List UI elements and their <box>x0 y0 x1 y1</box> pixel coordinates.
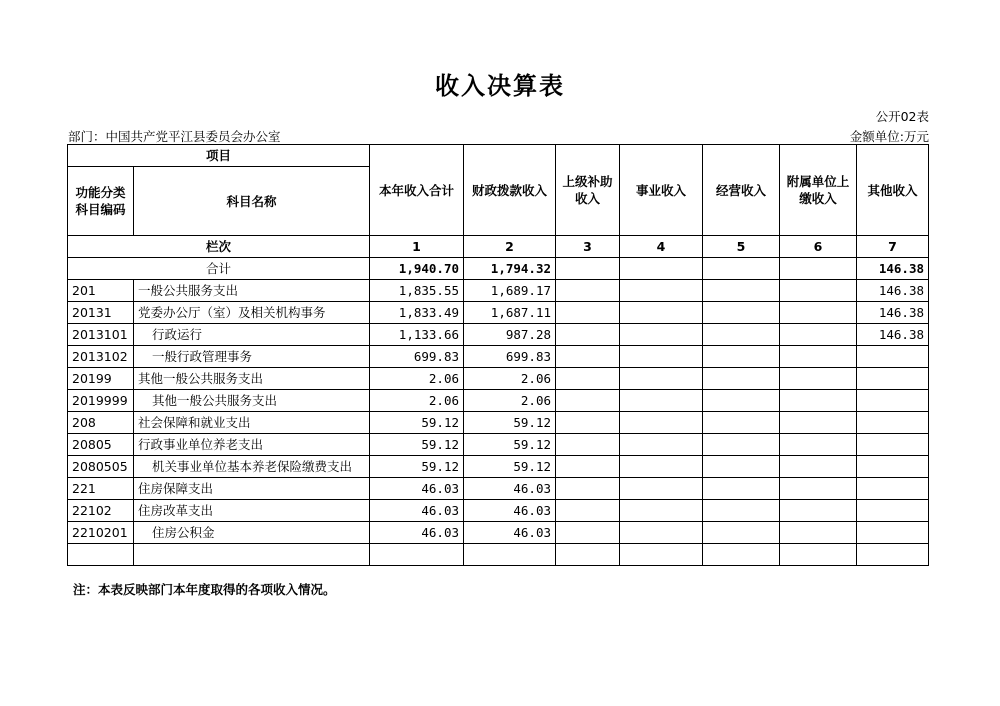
row-code: 2013102 <box>68 346 134 368</box>
table-row <box>68 412 929 434</box>
row-other <box>857 390 929 412</box>
header-code: 功能分类科目编码 <box>68 167 134 236</box>
row-total: 59.12 <box>370 456 464 478</box>
row-fiscal: 987.28 <box>464 324 556 346</box>
row-name: 社会保障和就业支出 <box>134 412 370 434</box>
total-sum: 1,940.70 <box>370 258 464 280</box>
row-total: 46.03 <box>370 478 464 500</box>
row-name: 其他一般公共服务支出 <box>134 368 370 390</box>
table-row <box>68 522 929 544</box>
header-total: 本年收入合计 <box>370 145 464 236</box>
row-other <box>857 368 929 390</box>
row-total: 2.06 <box>370 368 464 390</box>
row-code: 2210201 <box>68 522 134 544</box>
row-code: 20131 <box>68 302 134 324</box>
row-fiscal: 1,687.11 <box>464 302 556 324</box>
column-index: 2 <box>464 236 556 258</box>
header-name: 科目名称 <box>134 167 370 236</box>
row-name: 机关事业单位基本养老保险缴费支出 <box>134 456 370 478</box>
table-row <box>68 390 929 412</box>
column-index: 7 <box>857 236 929 258</box>
header-superior: 上级补助收入 <box>556 145 620 236</box>
table-row <box>68 478 929 500</box>
row-fiscal: 46.03 <box>464 522 556 544</box>
header-other: 其他收入 <box>857 145 929 236</box>
table-row <box>68 346 929 368</box>
row-code: 2019999 <box>68 390 134 412</box>
row-other <box>857 434 929 456</box>
row-code: 2080505 <box>68 456 134 478</box>
row-code: 20805 <box>68 434 134 456</box>
row-name: 住房公积金 <box>134 522 370 544</box>
table-note: 注：本表反映部门本年度取得的各项收入情况。 <box>73 582 336 597</box>
table-row <box>68 368 929 390</box>
table-row <box>68 302 929 324</box>
row-fiscal: 2.06 <box>464 368 556 390</box>
row-name: 行政运行 <box>134 324 370 346</box>
total-fiscal: 1,794.32 <box>464 258 556 280</box>
column-index: 1 <box>370 236 464 258</box>
table-row <box>68 280 929 302</box>
row-other <box>857 500 929 522</box>
total-other: 146.38 <box>857 258 929 280</box>
row-code: 2013101 <box>68 324 134 346</box>
row-fiscal: 59.12 <box>464 412 556 434</box>
row-code: 221 <box>68 478 134 500</box>
row-other: 146.38 <box>857 302 929 324</box>
row-other <box>857 456 929 478</box>
row-name: 住房保障支出 <box>134 478 370 500</box>
report-title: 收入决算表 <box>435 72 565 100</box>
row-fiscal: 2.06 <box>464 390 556 412</box>
row-fiscal: 1,689.17 <box>464 280 556 302</box>
row-total: 1,833.49 <box>370 302 464 324</box>
table-row <box>68 456 929 478</box>
row-total: 2.06 <box>370 390 464 412</box>
header-project: 项目 <box>68 145 370 167</box>
row-total: 46.03 <box>370 522 464 544</box>
row-total: 59.12 <box>370 412 464 434</box>
row-name: 行政事业单位养老支出 <box>134 434 370 456</box>
total-row <box>68 258 929 280</box>
row-total: 699.83 <box>370 346 464 368</box>
row-other <box>857 478 929 500</box>
empty-row <box>68 544 929 566</box>
column-index: 3 <box>556 236 620 258</box>
row-name: 一般公共服务支出 <box>134 280 370 302</box>
department-label: 部门：中国共产党平江县委员会办公室 <box>68 129 281 144</box>
row-code: 201 <box>68 280 134 302</box>
row-other <box>857 412 929 434</box>
income-table <box>67 144 929 566</box>
row-other: 146.38 <box>857 280 929 302</box>
row-total: 1,835.55 <box>370 280 464 302</box>
row-total: 1,133.66 <box>370 324 464 346</box>
row-code: 20199 <box>68 368 134 390</box>
row-fiscal: 46.03 <box>464 500 556 522</box>
header-operating: 经营收入 <box>703 145 780 236</box>
table-row <box>68 324 929 346</box>
column-index: 5 <box>703 236 780 258</box>
row-fiscal: 59.12 <box>464 456 556 478</box>
row-total: 46.03 <box>370 500 464 522</box>
row-name: 党委办公厅（室）及相关机构事务 <box>134 302 370 324</box>
row-code: 208 <box>68 412 134 434</box>
row-name: 住房改革支出 <box>134 500 370 522</box>
header-fiscal: 财政拨款收入 <box>464 145 556 236</box>
column-index: 6 <box>780 236 857 258</box>
row-name: 其他一般公共服务支出 <box>134 390 370 412</box>
column-index: 4 <box>620 236 703 258</box>
row-fiscal: 46.03 <box>464 478 556 500</box>
header-business: 事业收入 <box>620 145 703 236</box>
total-label: 合计 <box>68 258 370 280</box>
row-total: 59.12 <box>370 434 464 456</box>
row-other: 146.38 <box>857 324 929 346</box>
row-name: 一般行政管理事务 <box>134 346 370 368</box>
header-affiliated: 附属单位上缴收入 <box>780 145 857 236</box>
row-fiscal: 59.12 <box>464 434 556 456</box>
unit-label: 金额单位:万元 <box>849 129 929 144</box>
row-other <box>857 522 929 544</box>
form-number: 公开02表 <box>875 109 929 124</box>
table-row <box>68 434 929 456</box>
row-fiscal: 699.83 <box>464 346 556 368</box>
table-row <box>68 500 929 522</box>
row-code: 22102 <box>68 500 134 522</box>
column-index-label: 栏次 <box>68 236 370 258</box>
row-other <box>857 346 929 368</box>
